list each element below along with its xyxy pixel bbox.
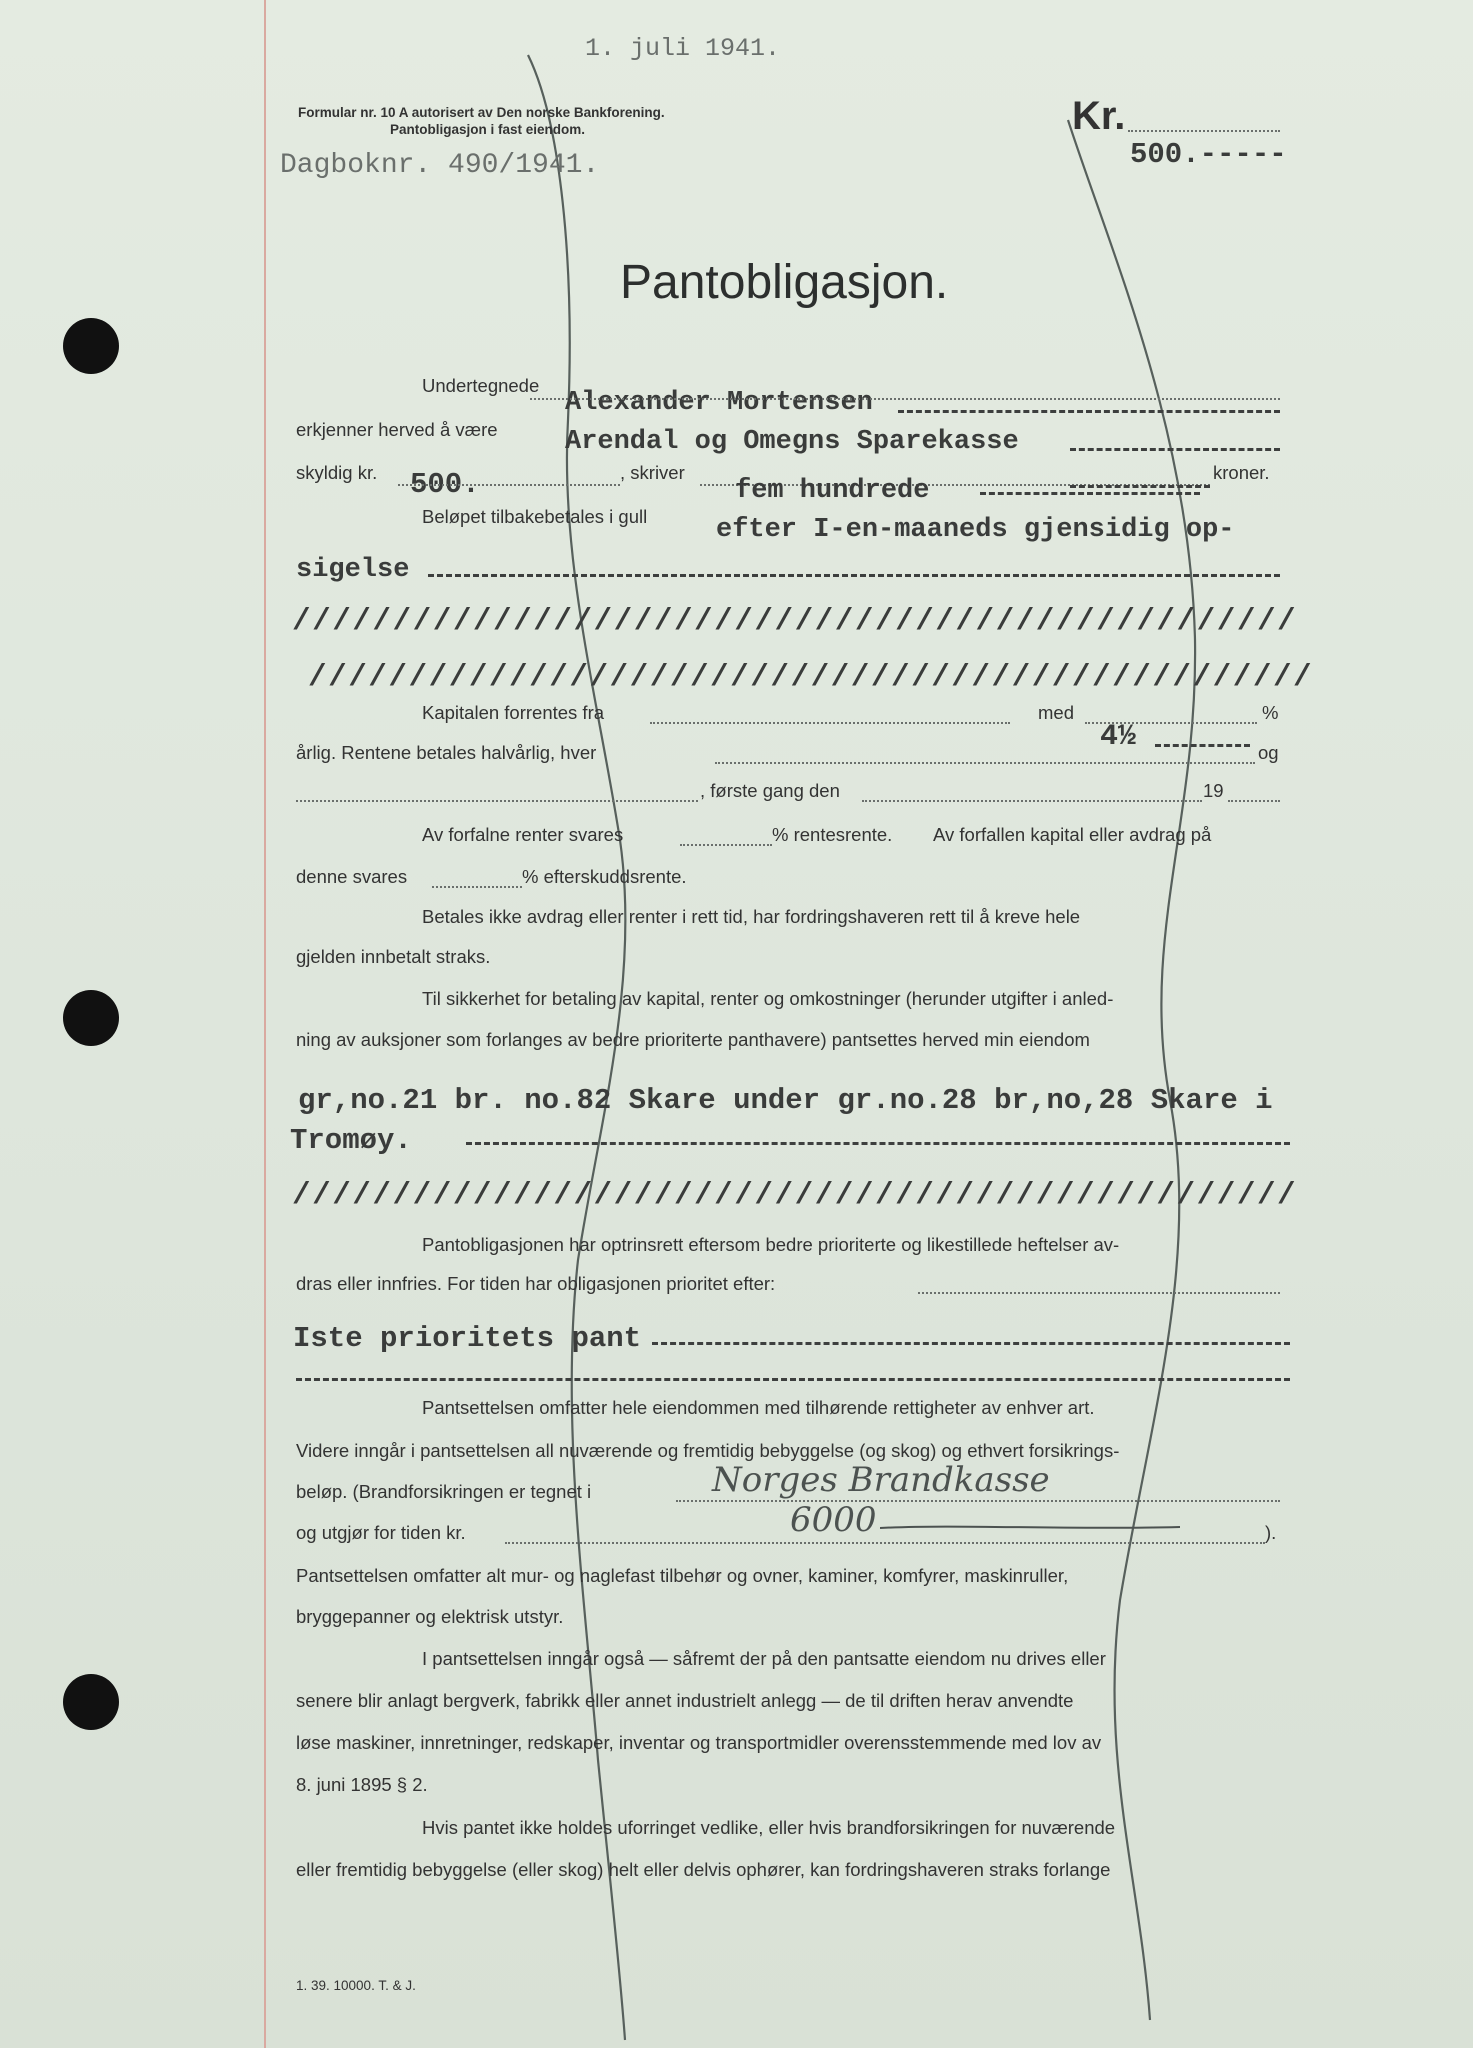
document-title: Pantobligasjon. <box>620 256 949 309</box>
fill-dashes <box>466 1142 1290 1145</box>
forfalne-c: Av forfallen kapital eller avdrag på <box>933 824 1212 845</box>
forfalne-a: Av forfalne renter svares <box>422 824 624 845</box>
dotted-line <box>432 886 522 888</box>
kr-amount: 500.----- <box>1130 138 1287 171</box>
undertegnede-label: Undertegnede <box>422 375 540 396</box>
dagbok-number: Dagboknr. 490/1941. <box>280 150 600 181</box>
dotted-line <box>862 800 1202 802</box>
print-footer: 1. 39. 10000. T. & J. <box>296 1978 416 1993</box>
coverage-line-3-label: beløp. (Brandforsikringen er tegnet i <box>296 1481 592 1502</box>
dotted-line <box>650 722 1010 724</box>
skyldig-label: skyldig kr. <box>296 462 378 483</box>
fill-dashes <box>428 574 1280 577</box>
year-19: 19 <box>1203 780 1224 801</box>
property-line-1: gr,no.21 br. no.82 Skare under gr.no.28 br,no,28 Skare i <box>298 1084 1273 1117</box>
fill-dashes <box>296 1378 1290 1381</box>
dotted-line <box>715 762 1255 764</box>
cancel-slashes: ////////////////////////////////////////////////// <box>292 604 1298 639</box>
denne-b: % efterskuddsrente. <box>522 866 687 887</box>
forfalne-b: % rentesrente. <box>772 824 893 845</box>
dotted-line <box>398 484 620 486</box>
industrial-line-4: 8. juni 1895 § 2. <box>296 1774 428 1795</box>
property-line-2: Tromøy. <box>290 1124 412 1157</box>
coverage-line-6: bryggepanner og elektrisk utstyr. <box>296 1606 564 1627</box>
dotted-line <box>918 1292 1280 1294</box>
dotted-line <box>676 1500 1280 1502</box>
skriver-label: , skriver <box>620 462 685 483</box>
sikkerhet-line-2: ning av auksjoner som forlanges av bedre prioriterte panthavere) pantsettes herved min eiendom <box>296 1029 1090 1050</box>
terms-line-2: sigelse <box>296 555 410 585</box>
industrial-line-1: I pantsettelsen inngår også — såfremt der på den pantsatte eiendom nu drives eller <box>422 1648 1106 1669</box>
form-line-2: Pantobligasjon i fast eiendom. <box>390 122 586 137</box>
fill-dashes <box>980 492 1200 495</box>
erkjenner-label: erkjenner herved å være <box>296 419 498 440</box>
kapitalen-label: Kapitalen forrentes fra <box>422 702 605 723</box>
amount-words: fem hundrede <box>735 476 930 506</box>
belop-label: Beløpet tilbakebetales i gull <box>422 506 648 527</box>
amount-number: 500. <box>410 468 480 501</box>
med-label: med <box>1038 702 1074 723</box>
dotted-line <box>296 800 698 802</box>
fill-dashes <box>898 410 1280 413</box>
fill-dashes <box>1155 744 1250 747</box>
fill-dashes <box>652 1342 1290 1345</box>
kr-dotted-line <box>1128 130 1280 132</box>
dotted-line <box>530 398 1280 400</box>
handwritten-stroke <box>880 1520 1180 1536</box>
creditor-name: Arendal og Omegns Sparekasse <box>565 427 1019 457</box>
date-stamp: 1. juli 1941. <box>585 34 781 63</box>
priority-line-2: dras eller innfries. For tiden har obligasjonen prioritet efter: <box>296 1273 776 1294</box>
sikkerhet-line-1: Til sikkerhet for betaling av kapital, renter og omkostninger (herunder utgifter i anled- <box>422 988 1114 1009</box>
dotted-line <box>680 844 772 846</box>
dotted-line <box>1228 800 1280 802</box>
denne-a: denne svares <box>296 866 408 887</box>
cancel-slashes: ////////////////////////////////////////////////// <box>308 660 1314 695</box>
maintenance-line-1: Hvis pantet ikke holdes uforringet vedlike, eller hvis brandforsikringen for nuværende <box>422 1817 1116 1838</box>
kroner-label: kroner. <box>1213 462 1270 483</box>
debtor-name: Alexander Mortensen <box>565 388 873 418</box>
coverage-line-2: Videre inngår i pantsettelsen all nuværende og fremtidig bebyggelse (og skog) og ethvert forsikrings- <box>296 1440 1120 1461</box>
coverage-line-1: Pantsettelsen omfatter hele eiendommen med tilhørende rettigheter av enhver art. <box>422 1397 1095 1418</box>
form-line-1: Formular nr. 10 A autorisert av Den norske Bankforening. <box>298 105 665 120</box>
fill-dashes <box>1070 485 1210 488</box>
cancel-slashes: ////////////////////////////////////////////////// <box>292 1178 1298 1213</box>
maintenance-line-2: eller fremtidig bebyggelse (eller skog) helt eller delvis ophører, kan fordringshaveren straks forlange <box>296 1859 1111 1880</box>
percent-sign: % <box>1262 702 1279 723</box>
kr-label: Kr. <box>1072 94 1126 138</box>
coverage-line-4-end: ). <box>1265 1522 1277 1543</box>
terms-line-1: efter I-en-maaneds gjensidig op- <box>716 515 1235 545</box>
insured-amount-handwritten: 6000 <box>790 1500 877 1540</box>
forste-gang-label: , første gang den <box>700 780 840 801</box>
coverage-line-4-label: og utgjør for tiden kr. <box>296 1522 466 1543</box>
priority-value: Iste prioritets pant <box>293 1322 642 1355</box>
og-label: og <box>1258 742 1279 763</box>
industrial-line-3: løse maskiner, innretninger, redskaper, inventar og transportmidler overensstemmende med lov av <box>296 1732 1102 1753</box>
interest-rate: 4½ <box>1100 720 1137 754</box>
betales-line-1: Betales ikke avdrag eller renter i rett tid, har fordringshaveren rett til å kreve hele <box>422 906 1081 927</box>
coverage-line-5: Pantsettelsen omfatter alt mur- og naglefast tilbehør og ovner, kaminer, komfyrer, maskinruller, <box>296 1565 1069 1586</box>
industrial-line-2: senere blir anlagt bergverk, fabrikk eller annet industrielt anlegg — de til driften herav anvendte <box>296 1690 1074 1711</box>
fill-dashes <box>1070 448 1280 451</box>
insurer-handwritten: Norges Brandkasse <box>712 1460 1050 1500</box>
priority-line-1: Pantobligasjonen har optrinsrett eftersom bedre prioriterte og likestillede heftelser av- <box>422 1234 1120 1255</box>
betales-line-2: gjelden innbetalt straks. <box>296 946 491 967</box>
arlig-text: årlig. Rentene betales halvårlig, hver <box>296 742 597 763</box>
dotted-line <box>505 1542 1265 1544</box>
